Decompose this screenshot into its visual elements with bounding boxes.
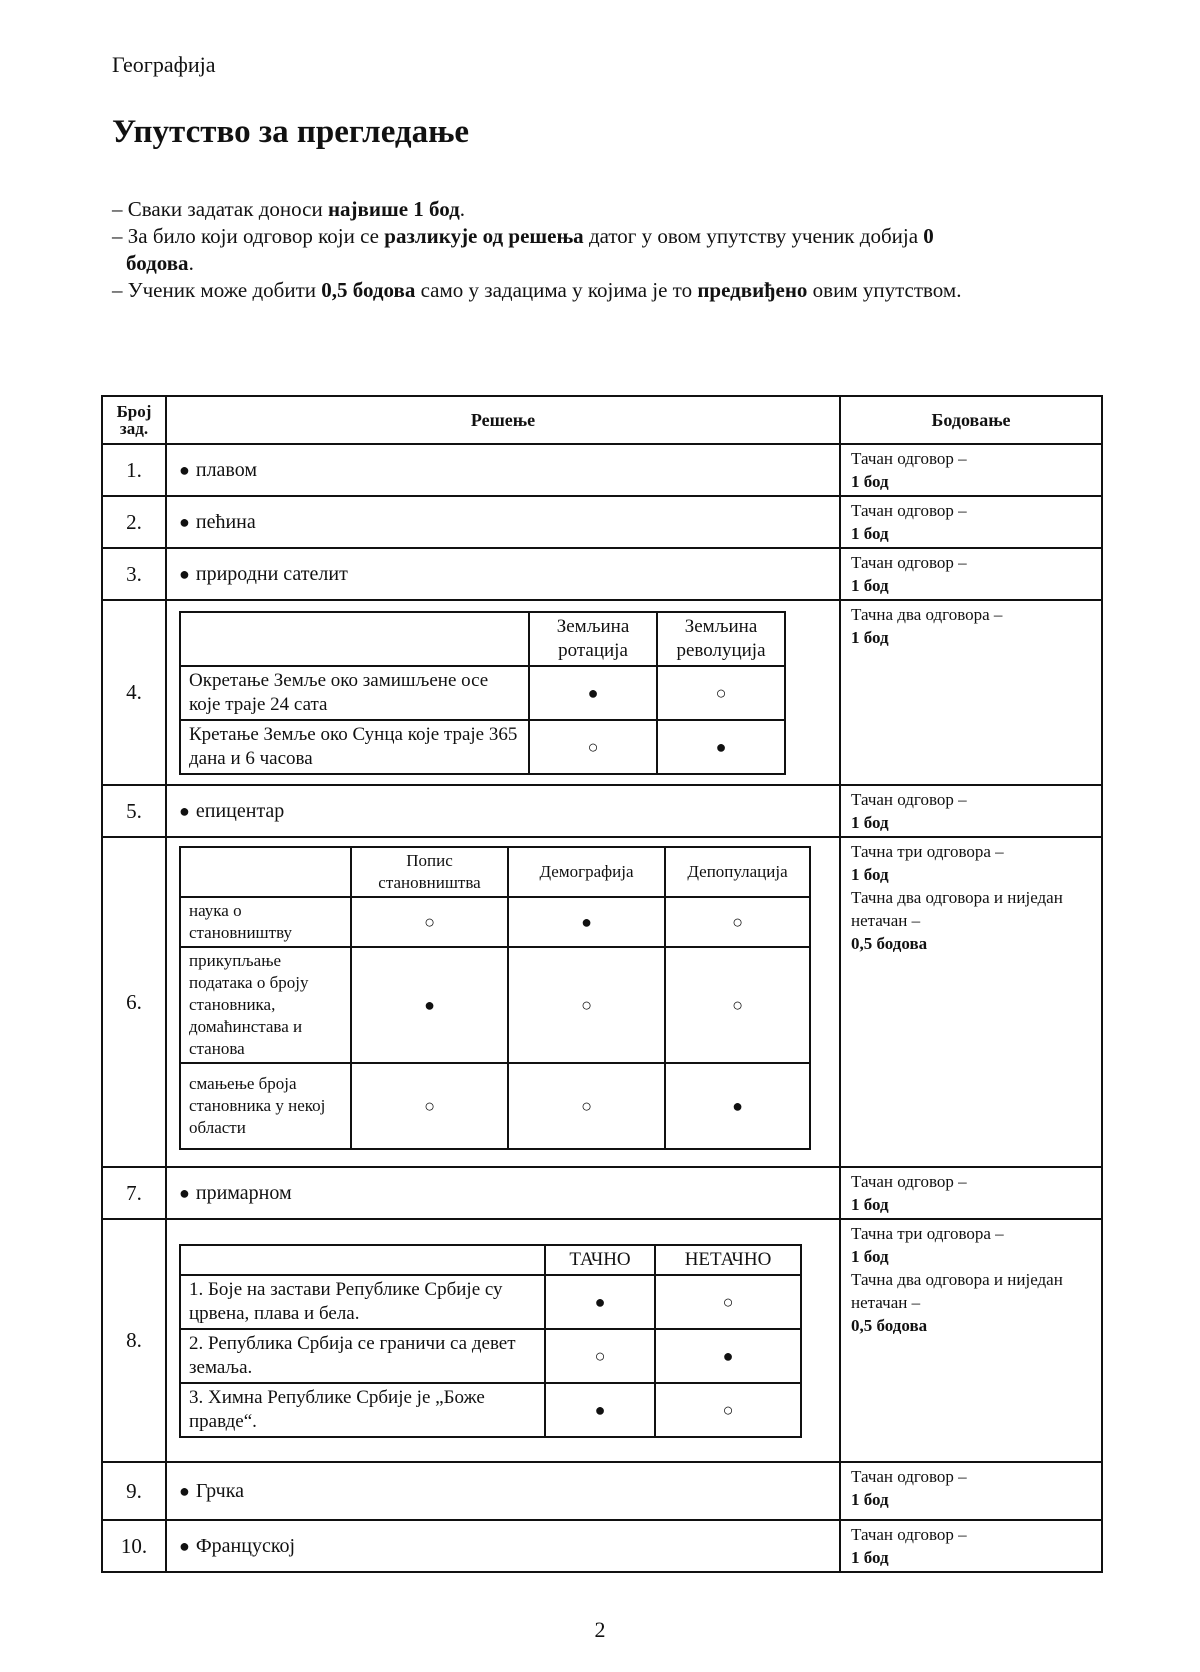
answer-cell bbox=[166, 444, 840, 496]
score-cell bbox=[840, 444, 1102, 496]
subject-label: Географија bbox=[112, 52, 216, 77]
bullet-icon: ● bbox=[179, 1182, 190, 1203]
score-cell bbox=[840, 1167, 1102, 1219]
score-points-partial: 0,5 бодова bbox=[851, 1316, 928, 1335]
answer-mark: ● bbox=[351, 947, 508, 1063]
bullet-icon: ● bbox=[179, 800, 190, 821]
answer-mark: ○ bbox=[351, 897, 508, 947]
column-header: ТАЧНО bbox=[545, 1245, 655, 1275]
table-row bbox=[102, 1167, 1102, 1219]
rule-text: овим упутством. bbox=[807, 278, 962, 302]
column-header: Земљина револуција bbox=[657, 612, 785, 666]
answer-text: природни сателит bbox=[195, 562, 348, 585]
score-cell bbox=[840, 600, 1102, 785]
item-label: наука о становништву bbox=[180, 897, 351, 947]
column-header: Демографија bbox=[508, 847, 665, 897]
rule-text: само у задацима у којима је то bbox=[415, 278, 698, 302]
score-points: 1 бод bbox=[851, 865, 889, 884]
answer-text: Грчка bbox=[195, 1479, 245, 1502]
column-header: Депопулација bbox=[665, 847, 810, 897]
scoring-table bbox=[101, 395, 1103, 1573]
answer-mark: ○ bbox=[529, 720, 657, 774]
header-solution: Решење bbox=[166, 396, 840, 444]
answer-mark: ● bbox=[545, 1275, 655, 1329]
answer-mark: ○ bbox=[655, 1383, 801, 1437]
score-cell bbox=[840, 496, 1102, 548]
task-number: 3. bbox=[102, 548, 166, 600]
answer-mark: ○ bbox=[545, 1329, 655, 1383]
bullet-icon: ● bbox=[179, 1480, 190, 1501]
answer-mark: ○ bbox=[665, 947, 810, 1063]
item-label: Кретање Земље око Сунца које траје 365 дана и 6 часова bbox=[180, 720, 529, 774]
answer-mark: ○ bbox=[508, 1063, 665, 1149]
rule-text: . bbox=[188, 251, 194, 275]
grading-rules bbox=[112, 196, 992, 304]
rule-bold: предвиђено bbox=[697, 278, 808, 302]
score-text: Тачна два одговора – bbox=[851, 605, 1003, 624]
score-cell bbox=[840, 1462, 1102, 1520]
header-scoring: Бодовање bbox=[840, 396, 1102, 444]
answer-mark: ○ bbox=[508, 947, 665, 1063]
answer-cell bbox=[166, 1520, 840, 1572]
score-cell bbox=[840, 548, 1102, 600]
score-cell bbox=[840, 1520, 1102, 1572]
answer-cell bbox=[166, 785, 840, 837]
answer-mark: ● bbox=[657, 720, 785, 774]
score-cell bbox=[840, 837, 1102, 1167]
answer-text: плавом bbox=[195, 458, 258, 481]
score-cell bbox=[840, 785, 1102, 837]
bullet-icon: ● bbox=[179, 459, 190, 480]
answer-mark: ● bbox=[665, 1063, 810, 1149]
score-text: Тачна три одговора – bbox=[851, 842, 1004, 861]
rule-bold: 0,5 бодова bbox=[321, 278, 416, 302]
score-points: 1 бод bbox=[851, 1548, 889, 1567]
task-number: 1. bbox=[102, 444, 166, 496]
score-text: Тачан одговор – bbox=[851, 501, 967, 520]
rule-text: . bbox=[459, 197, 466, 221]
score-text: Тачна три одговора – bbox=[851, 1224, 1004, 1243]
column-header: Земљина ротација bbox=[529, 612, 657, 666]
task-number: 9. bbox=[102, 1462, 166, 1520]
score-points: 1 бод bbox=[851, 1195, 889, 1214]
answer-mark: ● bbox=[545, 1383, 655, 1437]
score-text: Тачан одговор – bbox=[851, 1172, 967, 1191]
empty-header-cell bbox=[180, 612, 529, 666]
table-row bbox=[102, 600, 1102, 785]
score-points: 1 бод bbox=[851, 524, 889, 543]
score-points: 1 бод bbox=[851, 628, 889, 647]
demography-table bbox=[179, 846, 811, 1150]
answer-cell bbox=[166, 837, 840, 1167]
task-number: 4. bbox=[102, 600, 166, 785]
task-number: 6. bbox=[102, 837, 166, 1167]
score-points-partial: 0,5 бодова bbox=[851, 934, 928, 953]
answer-cell bbox=[166, 600, 840, 785]
score-points: 1 бод bbox=[851, 472, 889, 491]
score-text: Тачан одговор – bbox=[851, 1525, 967, 1544]
empty-header-cell bbox=[180, 1245, 545, 1275]
answer-cell bbox=[166, 496, 840, 548]
item-label: смањење броја становника у некој области bbox=[180, 1063, 351, 1149]
answer-mark: ○ bbox=[655, 1275, 801, 1329]
item-label: 1. Боје на застави Републике Србије су црвена, плава и бела. bbox=[180, 1275, 545, 1329]
answer-text: Француској bbox=[195, 1534, 296, 1557]
table-row bbox=[102, 1462, 1102, 1520]
answer-mark: ○ bbox=[657, 666, 785, 720]
answer-cell bbox=[166, 1462, 840, 1520]
task-number: 5. bbox=[102, 785, 166, 837]
table-row bbox=[102, 496, 1102, 548]
score-points: 1 бод bbox=[851, 813, 889, 832]
page-title: Упутство за прегледање bbox=[112, 114, 470, 150]
item-label: прикупљање података о броју становника, домаћинстава и станова bbox=[180, 947, 351, 1063]
table-row bbox=[102, 548, 1102, 600]
score-points: 1 бод bbox=[851, 576, 889, 595]
answer-text: пећина bbox=[195, 510, 256, 533]
score-text: Тачан одговор – bbox=[851, 1467, 967, 1486]
bullet-icon: ● bbox=[179, 511, 190, 532]
answer-cell bbox=[166, 1219, 840, 1462]
answer-mark: ● bbox=[508, 897, 665, 947]
rule-text: – За било који одговор који се bbox=[112, 224, 385, 248]
task-number: 2. bbox=[102, 496, 166, 548]
answer-cell bbox=[166, 1167, 840, 1219]
table-row bbox=[102, 1219, 1102, 1462]
answer-mark: ● bbox=[655, 1329, 801, 1383]
header-task-number: Број зад. bbox=[102, 396, 166, 444]
rule-3 bbox=[112, 277, 992, 304]
rule-bold: највише 1 бод bbox=[327, 197, 460, 221]
answer-mark: ○ bbox=[665, 897, 810, 947]
task-number: 8. bbox=[102, 1219, 166, 1462]
column-header: НЕТАЧНО bbox=[655, 1245, 801, 1275]
task-number: 7. bbox=[102, 1167, 166, 1219]
rule-text: – Ученик може добити bbox=[112, 278, 322, 302]
table-row bbox=[102, 444, 1102, 496]
answer-cell bbox=[166, 548, 840, 600]
bullet-icon: ● bbox=[179, 563, 190, 584]
rule-1 bbox=[112, 196, 992, 223]
score-text-partial: Тачна два одговора и ниједан нетачан – bbox=[851, 1270, 1063, 1312]
answer-text: епицентар bbox=[195, 799, 285, 822]
rule-bold: разликује од решења bbox=[384, 224, 584, 248]
answer-mark: ○ bbox=[351, 1063, 508, 1149]
score-text: Тачан одговор – bbox=[851, 449, 967, 468]
rule-text: – Сваки задатак доноси bbox=[112, 197, 328, 221]
page-number: 2 bbox=[594, 1617, 606, 1642]
rule-2 bbox=[112, 223, 992, 277]
table-row bbox=[102, 1520, 1102, 1572]
table-row bbox=[102, 837, 1102, 1167]
item-label: Окретање Земље око замишљене осе које траје 24 сата bbox=[180, 666, 529, 720]
item-label: 2. Република Србија се граничи са девет земаља. bbox=[180, 1329, 545, 1383]
item-label: 3. Химна Републике Србије је „Боже правде“. bbox=[180, 1383, 545, 1437]
score-text: Тачан одговор – bbox=[851, 553, 967, 572]
task-number: 10. bbox=[102, 1520, 166, 1572]
score-text: Тачан одговор – bbox=[851, 790, 967, 809]
true-false-table bbox=[179, 1244, 802, 1438]
score-points: 1 бод bbox=[851, 1247, 889, 1266]
bullet-icon: ● bbox=[179, 1535, 190, 1556]
score-cell bbox=[840, 1219, 1102, 1462]
empty-header-cell bbox=[180, 847, 351, 897]
answer-mark: ● bbox=[529, 666, 657, 720]
rule-text: датог у овом упутству ученик добија bbox=[583, 224, 924, 248]
column-header: Попис становништва bbox=[351, 847, 508, 897]
rotation-revolution-table bbox=[179, 611, 786, 775]
score-points: 1 бод bbox=[851, 1490, 889, 1509]
answer-text: примарном bbox=[195, 1181, 292, 1204]
table-row bbox=[102, 785, 1102, 837]
rule-bold: 0 бодова bbox=[126, 224, 934, 275]
score-text-partial: Тачна два одговора и ниједан нетачан – bbox=[851, 888, 1063, 930]
